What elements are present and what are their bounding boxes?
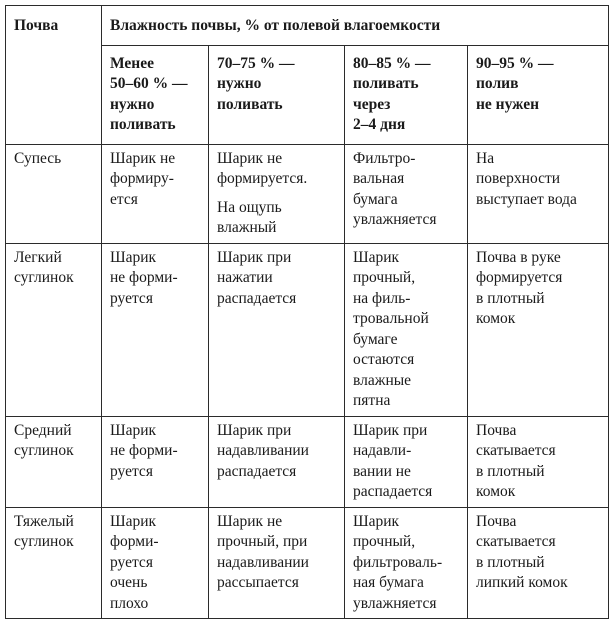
cell-paragraph bbox=[217, 248, 338, 310]
cell-line: распадается bbox=[217, 289, 297, 307]
cell-paragraph bbox=[217, 149, 338, 190]
header-line: поливать bbox=[110, 116, 176, 133]
cell-paragraph bbox=[476, 149, 602, 211]
cell-line: фильтроваль- bbox=[353, 553, 443, 571]
cell-paragraph bbox=[353, 421, 461, 503]
soil-moisture-table bbox=[5, 5, 609, 619]
table-cell bbox=[209, 416, 345, 507]
cell-line: не форми- bbox=[110, 269, 178, 286]
moisture-column-header: Влажность почвы, % от полевой влагоемкости bbox=[102, 6, 609, 46]
cell-paragraph bbox=[110, 248, 202, 310]
cell-line: Шарик bbox=[353, 512, 400, 530]
cell-paragraph bbox=[217, 198, 338, 239]
cell-line: формиру- bbox=[110, 170, 174, 187]
cell-line: Шарик при bbox=[353, 421, 428, 439]
cell-line: Почва в руке bbox=[476, 248, 561, 266]
header-line: 80–85 % — bbox=[353, 54, 431, 72]
cell-line: поверхности bbox=[476, 170, 561, 187]
cell-line: остаются bbox=[353, 351, 415, 368]
cell-line: тровальной bbox=[353, 310, 429, 327]
cell-line: Шарик bbox=[110, 248, 157, 266]
header-line: 2–4 дня bbox=[353, 116, 406, 133]
cell-paragraph bbox=[476, 248, 602, 330]
cell-paragraph bbox=[217, 421, 338, 483]
header-line: Менее bbox=[110, 54, 154, 72]
header-line: через bbox=[353, 95, 391, 113]
range-header-3 bbox=[345, 45, 468, 144]
table-cell bbox=[102, 144, 209, 243]
cell-line: надавливании bbox=[217, 442, 309, 459]
header-line: 70–75 % — bbox=[217, 54, 295, 72]
header-line: поливать bbox=[217, 95, 283, 113]
table-cell bbox=[468, 416, 609, 507]
cell-line: на филь- bbox=[353, 289, 411, 307]
range-header-1 bbox=[102, 45, 209, 144]
table-cell bbox=[209, 144, 345, 243]
soil-name-cell bbox=[6, 144, 102, 243]
cell-paragraph bbox=[110, 149, 202, 211]
cell-line: Почва bbox=[476, 421, 517, 439]
cell-line: не форми- bbox=[110, 442, 178, 459]
table-cell bbox=[468, 507, 609, 619]
cell-line: увлажняется bbox=[353, 594, 437, 612]
table-cell bbox=[345, 144, 468, 243]
cell-line: плохо bbox=[110, 594, 149, 612]
soil-name-cell bbox=[6, 416, 102, 507]
cell-line: формируется. bbox=[217, 170, 308, 187]
cell-line: пятна bbox=[353, 392, 391, 409]
cell-line: вании не bbox=[353, 462, 411, 480]
cell-line: Фильтро- bbox=[353, 149, 416, 167]
cell-line: формируется bbox=[476, 269, 563, 286]
header-line: нужно bbox=[110, 95, 155, 113]
range-header-4 bbox=[468, 45, 609, 144]
table-cell bbox=[102, 507, 209, 619]
cell-paragraph bbox=[353, 248, 461, 412]
cell-line: в плотный bbox=[476, 462, 545, 480]
cell-line: надавливании bbox=[217, 553, 309, 571]
table-cell bbox=[345, 416, 468, 507]
cell-line: надавли- bbox=[353, 442, 412, 459]
table-cell bbox=[468, 144, 609, 243]
table-cell bbox=[102, 416, 209, 507]
cell-line: в плотный bbox=[476, 289, 545, 307]
table-header bbox=[6, 6, 609, 145]
cell-paragraph bbox=[217, 512, 338, 594]
cell-paragraph bbox=[110, 512, 202, 615]
range-header-2 bbox=[209, 45, 345, 144]
cell-line: в плотный bbox=[476, 553, 545, 571]
cell-line: Шарик не bbox=[217, 512, 283, 530]
cell-line: Шарик при bbox=[217, 421, 292, 439]
table-cell bbox=[345, 243, 468, 416]
cell-line: бумаге bbox=[353, 330, 398, 348]
cell-line: влажный bbox=[217, 219, 277, 236]
cell-line: прочный, bbox=[353, 269, 416, 286]
cell-paragraph bbox=[476, 421, 602, 503]
cell-line: Шарик bbox=[110, 512, 157, 530]
cell-line: комок bbox=[476, 310, 516, 327]
cell-line: распадается bbox=[217, 462, 297, 480]
cell-line: Шарик при bbox=[217, 248, 292, 266]
cell-line: распадается bbox=[353, 483, 433, 500]
cell-line: скатывается bbox=[476, 533, 556, 550]
cell-paragraph bbox=[476, 512, 602, 594]
table-row-heavy-loam bbox=[6, 507, 609, 619]
cell-line: комок bbox=[476, 483, 516, 500]
cell-line: выступает вода bbox=[476, 190, 577, 208]
table-row-sandy-loam bbox=[6, 144, 609, 243]
cell-line: руется bbox=[110, 553, 153, 571]
cell-line: бумага bbox=[353, 190, 398, 208]
cell-line: Шарик bbox=[110, 421, 157, 439]
table-cell bbox=[209, 243, 345, 416]
soil-column-header: Почва bbox=[6, 6, 102, 145]
table-row-medium-loam bbox=[6, 416, 609, 507]
cell-line: Шарик не bbox=[217, 149, 283, 167]
cell-line: Супесь bbox=[14, 149, 62, 167]
cell-line: На bbox=[476, 149, 495, 167]
cell-line: Тяжелый bbox=[14, 512, 74, 530]
soil-name-cell bbox=[6, 507, 102, 619]
cell-line: ная бумага bbox=[353, 574, 424, 591]
table-row-light-loam bbox=[6, 243, 609, 416]
header-line: 50–60 % — bbox=[110, 75, 188, 92]
header-line: не нужен bbox=[476, 95, 540, 113]
table-cell bbox=[102, 243, 209, 416]
cell-line: Легкий bbox=[14, 248, 62, 266]
cell-paragraph bbox=[110, 421, 202, 483]
cell-line: суглинок bbox=[14, 533, 74, 550]
cell-line: Шарик не bbox=[110, 149, 176, 167]
cell-line: Почва bbox=[476, 512, 517, 530]
cell-line: рассыпается bbox=[217, 574, 299, 591]
table-cell bbox=[468, 243, 609, 416]
header-row-main bbox=[6, 6, 609, 46]
cell-line: скатывается bbox=[476, 442, 556, 459]
cell-line: Средний bbox=[14, 421, 72, 439]
cell-line: вальная bbox=[353, 170, 405, 187]
cell-line: суглинок bbox=[14, 269, 74, 286]
header-line: поливать bbox=[353, 75, 419, 92]
cell-line: нажатии bbox=[217, 269, 273, 286]
cell-paragraph bbox=[353, 512, 461, 615]
cell-line: форми- bbox=[110, 533, 159, 550]
cell-line: влажные bbox=[353, 371, 412, 389]
table-cell bbox=[209, 507, 345, 619]
cell-paragraph bbox=[353, 149, 461, 231]
header-line: нужно bbox=[217, 75, 262, 92]
cell-line: На ощупь bbox=[217, 198, 282, 216]
cell-line: очень bbox=[110, 574, 148, 591]
cell-line: липкий комок bbox=[476, 574, 568, 591]
cell-line: Шарик bbox=[353, 248, 400, 266]
cell-line: увлажняется bbox=[353, 211, 437, 228]
table-cell bbox=[345, 507, 468, 619]
soil-name-cell bbox=[6, 243, 102, 416]
cell-line: ется bbox=[110, 190, 138, 208]
header-line: 90–95 % — bbox=[476, 54, 554, 72]
cell-line: прочный, при bbox=[217, 533, 308, 550]
header-line: полив bbox=[476, 75, 519, 92]
cell-line: прочный, bbox=[353, 533, 416, 550]
cell-line: суглинок bbox=[14, 442, 74, 459]
cell-line: руется bbox=[110, 462, 153, 480]
table-body bbox=[6, 144, 609, 619]
cell-line: руется bbox=[110, 289, 153, 307]
